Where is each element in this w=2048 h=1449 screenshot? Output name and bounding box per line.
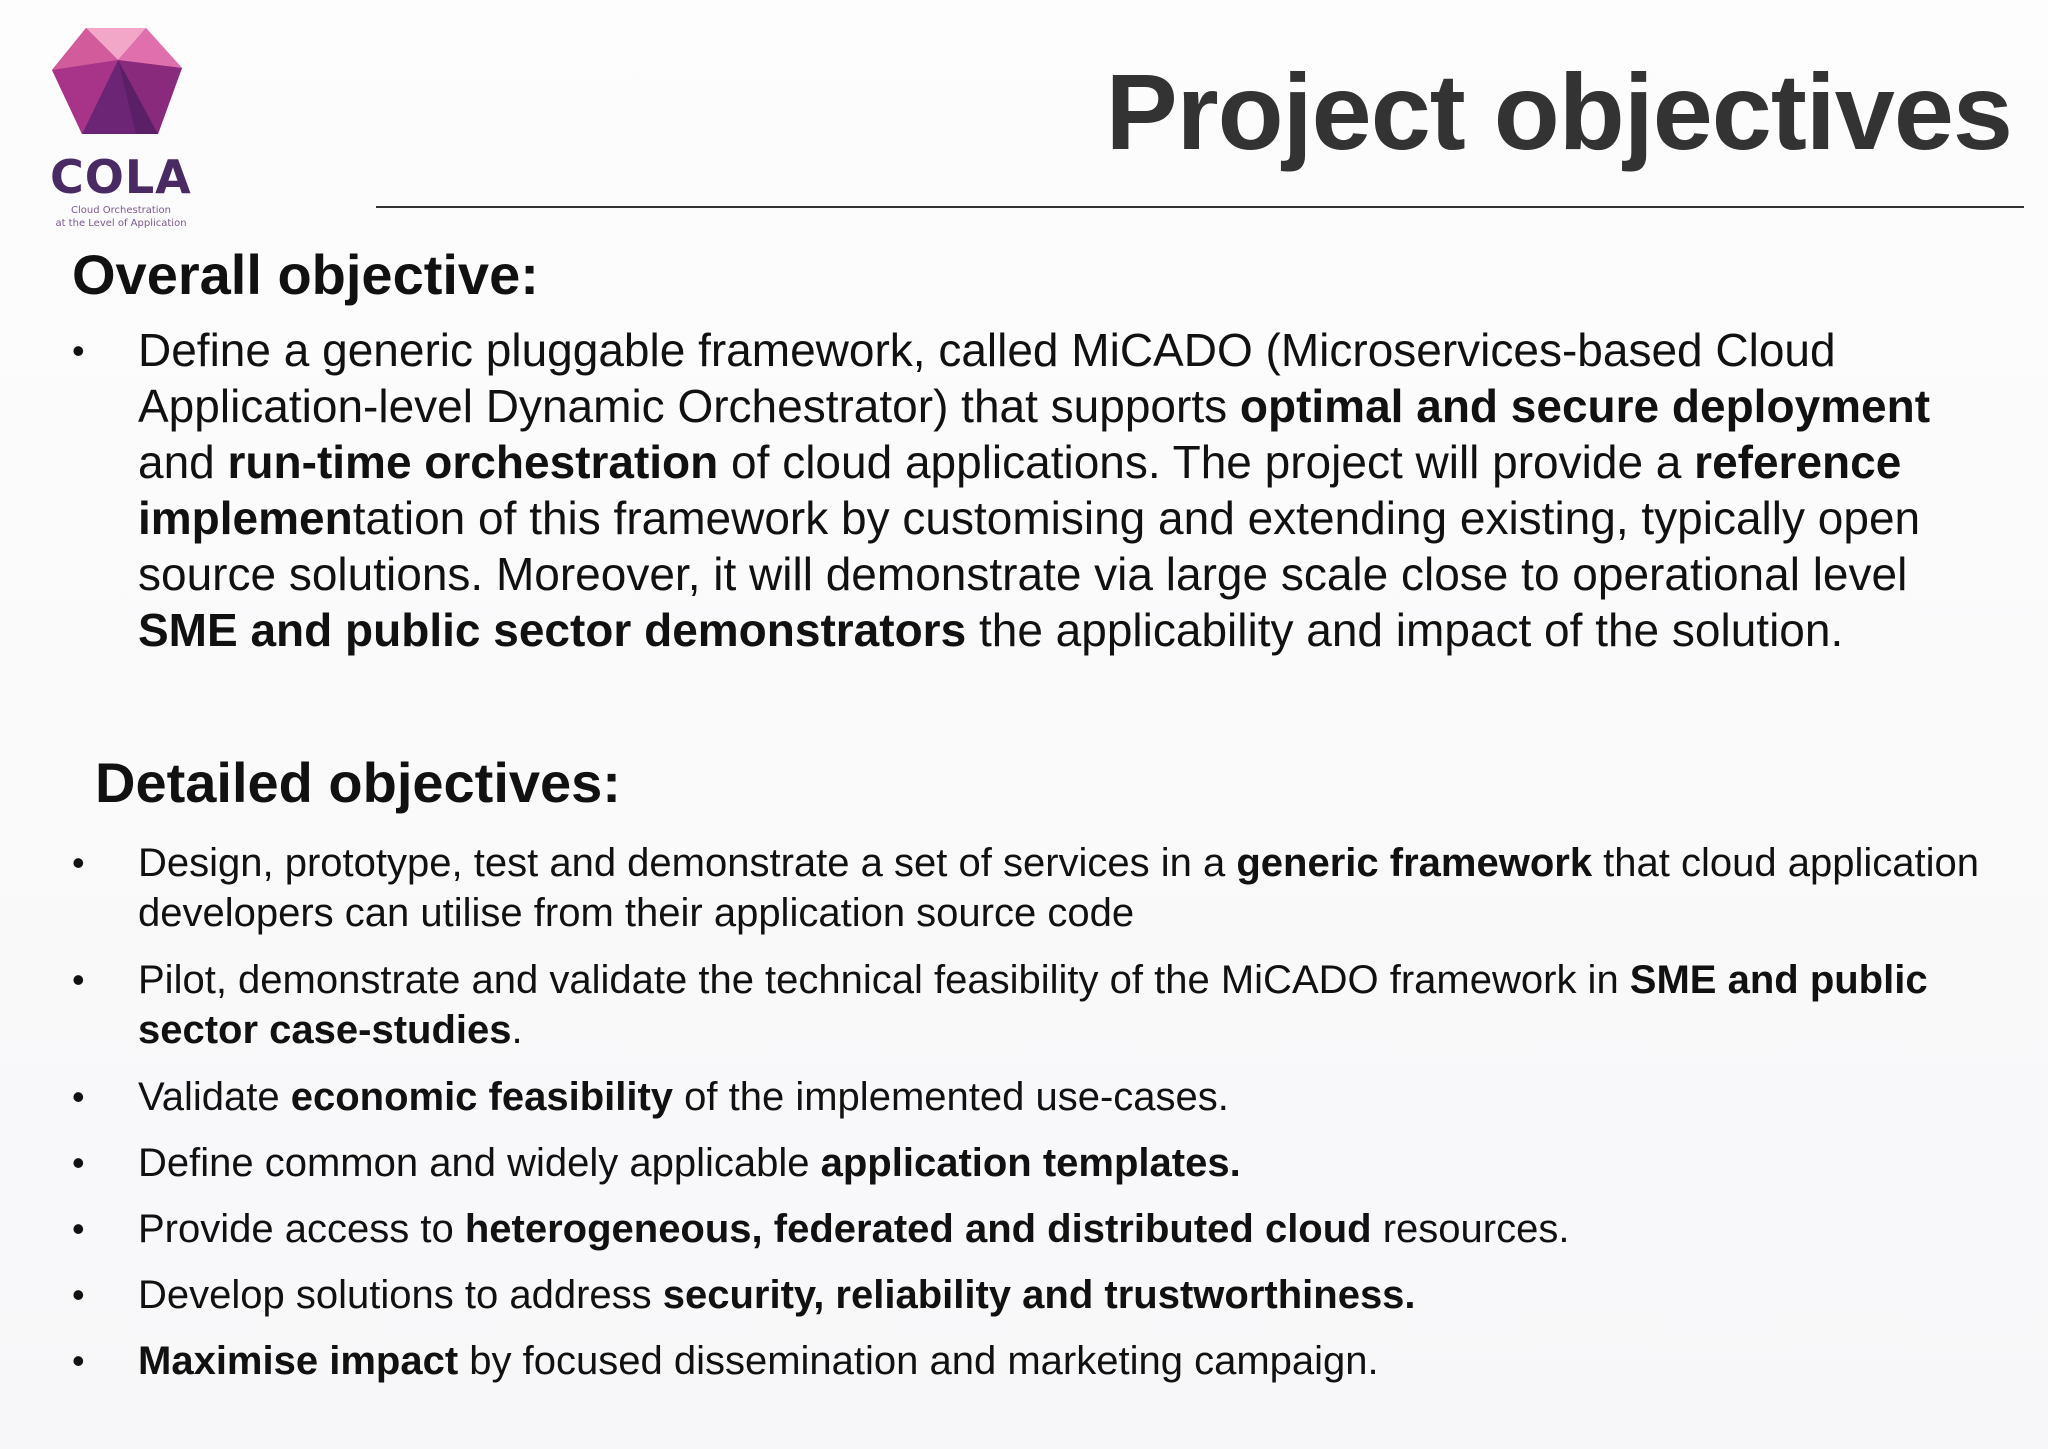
text-run: of the implemented use-cases.: [673, 1075, 1229, 1119]
text-run: and: [138, 436, 228, 488]
text-run: Provide access to: [138, 1207, 465, 1251]
page-title: Project objectives: [1105, 51, 2012, 172]
bold-text-run: Maximise impact: [138, 1339, 459, 1383]
overall-objective-heading: Overall objective:: [72, 243, 539, 306]
bold-text-run: economic feasibility: [290, 1075, 674, 1119]
bullet-icon: •: [72, 1208, 85, 1249]
cola-gem-icon: [46, 22, 196, 152]
detailed-objective-item: [138, 1138, 2018, 1188]
detailed-objective-item: [138, 955, 2018, 1055]
bullet-icon: •: [72, 1274, 85, 1315]
bold-text-run: SME and public sector demonstrators: [138, 604, 967, 656]
bold-text-run: reference implemen: [138, 436, 1902, 544]
text-run: Develop solutions to address: [138, 1273, 663, 1317]
text-run: Define a generic pluggable framework, called MiCADO (Microservices-based Cloud Application-level Dynamic Orchestrator) that supports: [138, 324, 1836, 432]
bold-text-run: optimal and secure deployment: [1239, 380, 1931, 432]
bold-text-run: run-time orchestration: [227, 436, 719, 488]
bullet-icon: •: [72, 959, 85, 1000]
text-run: the applicability and impact of the solution.: [966, 604, 1844, 656]
logo-tagline: Cloud Orchestration at the Level of Application: [55, 205, 187, 229]
text-run: Design, prototype, test and demonstrate a set of services in a: [138, 841, 1237, 885]
text-run: Pilot, demonstrate and validate the technical feasibility of the MiCADO framework in: [138, 958, 1630, 1002]
text-run: of cloud applications. The project will provide a: [718, 436, 1695, 488]
bold-text-run: SME and public sector case-studies: [138, 958, 1928, 1052]
text-run: that cloud application developers can utilise from their application source code: [138, 841, 1979, 935]
detailed-objective-item: [138, 838, 2018, 938]
overall-objective-text: [138, 322, 2018, 658]
detailed-objective-item: [138, 1270, 2018, 1320]
bullet-icon: •: [72, 1076, 85, 1117]
bold-text-run: heterogeneous, federated and distributed cloud: [464, 1207, 1372, 1251]
text-run: by focused dissemination and marketing campaign.: [458, 1339, 1379, 1383]
logo-wordmark: COLA: [50, 150, 192, 204]
bullet-icon: •: [72, 842, 85, 883]
text-run: tation of this framework by customising and extending existing, typically open source solutions. Moreover, it will demonstrate via large scale close to operational level: [138, 492, 1921, 600]
text-run: resources.: [1371, 1207, 1570, 1251]
text-run: Validate: [138, 1075, 291, 1119]
detailed-objective-item: [138, 1336, 2018, 1386]
cola-logo: [46, 22, 196, 237]
bullet-icon: •: [72, 1340, 85, 1381]
bullet-icon: •: [72, 1142, 85, 1183]
detailed-objectives-heading: Detailed objectives:: [95, 751, 621, 814]
title-divider: [376, 206, 2024, 208]
text-run: .: [511, 1008, 523, 1052]
bullet-icon: •: [72, 330, 85, 371]
bold-text-run: security, reliability and trustworthiness.: [662, 1273, 1416, 1317]
detailed-objective-item: [138, 1072, 2018, 1122]
detailed-objective-item: [138, 1204, 2018, 1254]
bold-text-run: generic framework: [1236, 841, 1593, 885]
text-run: Define common and widely applicable: [138, 1141, 821, 1185]
bold-text-run: application templates.: [820, 1141, 1241, 1185]
